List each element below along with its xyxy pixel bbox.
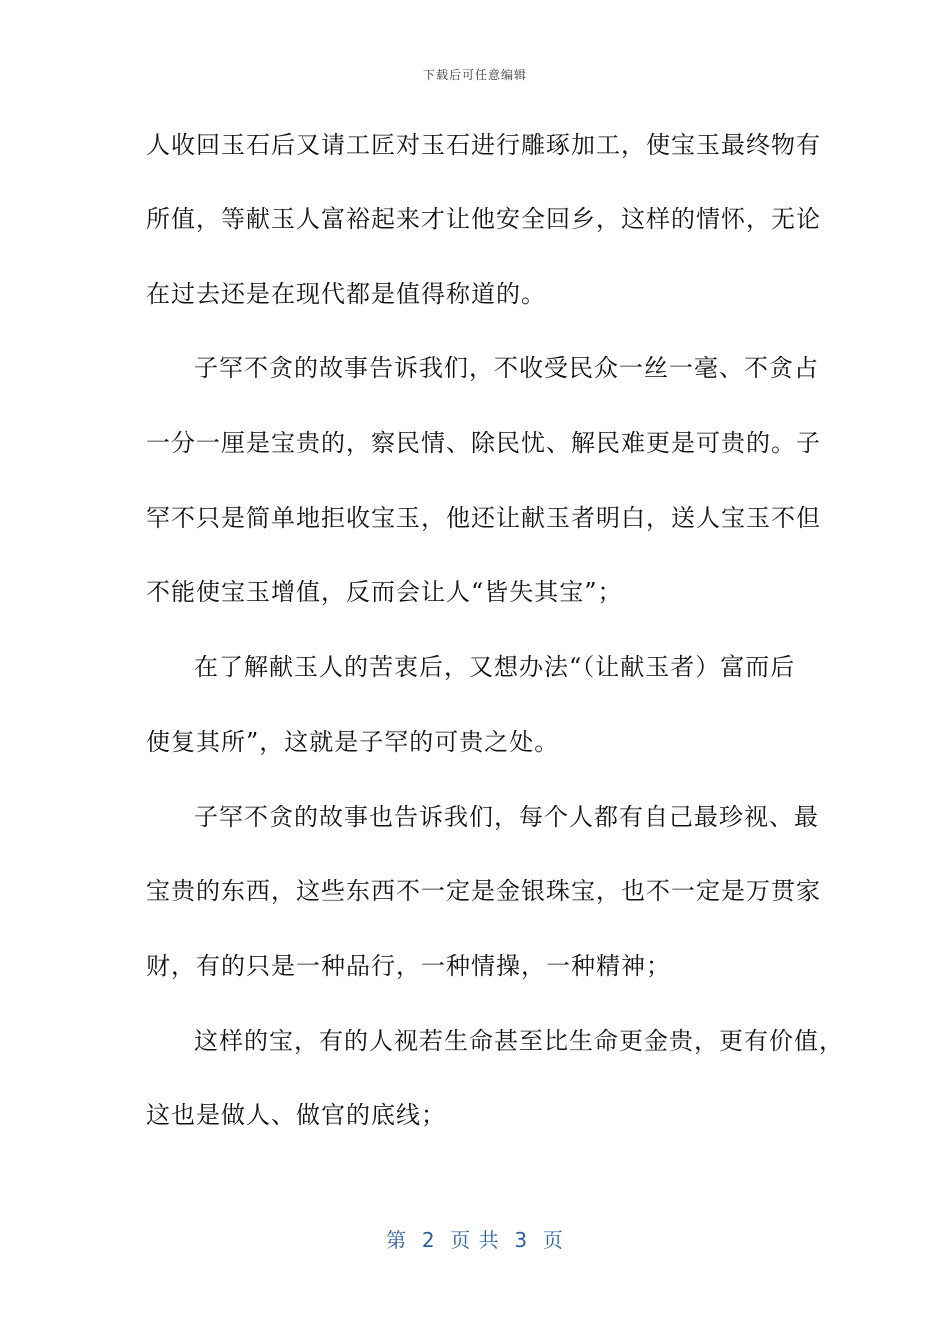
text-line: 这也是做人、做官的底线；: [146, 1101, 446, 1129]
text-line: 在过去还是在现代都是值得称道的。: [146, 280, 546, 308]
text-line: 使复其所”，这就是子罕的可贵之处。: [146, 728, 560, 756]
text-line: 财，有的只是一种品行，一种情操，一种精神；: [146, 952, 671, 980]
text-line: 人收回玉石后又请工匠对玉石进行雕琢加工，使宝玉最终物有: [146, 131, 821, 159]
text-line: 宝贵的东西，这些东西不一定是金银珠宝，也不一定是万贯家: [146, 877, 821, 905]
paragraph-start-line: 在了解献玉人的苦衷后，又想办法“（让献玉者）富而后: [194, 653, 796, 681]
text-line: 一分一厘是宝贵的，察民情、除民忧、解民难更是可贵的。子: [146, 429, 821, 457]
text-line: 罕不只是简单地拒收宝玉，他还让献玉者明白，送人宝玉不但: [146, 504, 821, 532]
page-number-footer: 第 2 页 共 3 页: [386, 1228, 564, 1252]
paragraph-start-line: 子罕不贪的故事也告诉我们，每个人都有自己最珍视、最: [194, 803, 819, 831]
paragraph-start-line: 子罕不贪的故事告诉我们，不收受民众一丝一毫、不贪占: [194, 354, 819, 382]
page-header: 下载后可任意编辑: [422, 68, 527, 82]
text-line: 所值，等献玉人富裕起来才让他安全回乡，这样的情怀，无论: [146, 205, 821, 233]
text-line: 不能使宝玉增值，反而会让人“皆失其宝”；: [146, 578, 623, 606]
paragraph-start-line: 这样的宝，有的人视若生命甚至比生命更金贵，更有价值，: [194, 1027, 844, 1055]
